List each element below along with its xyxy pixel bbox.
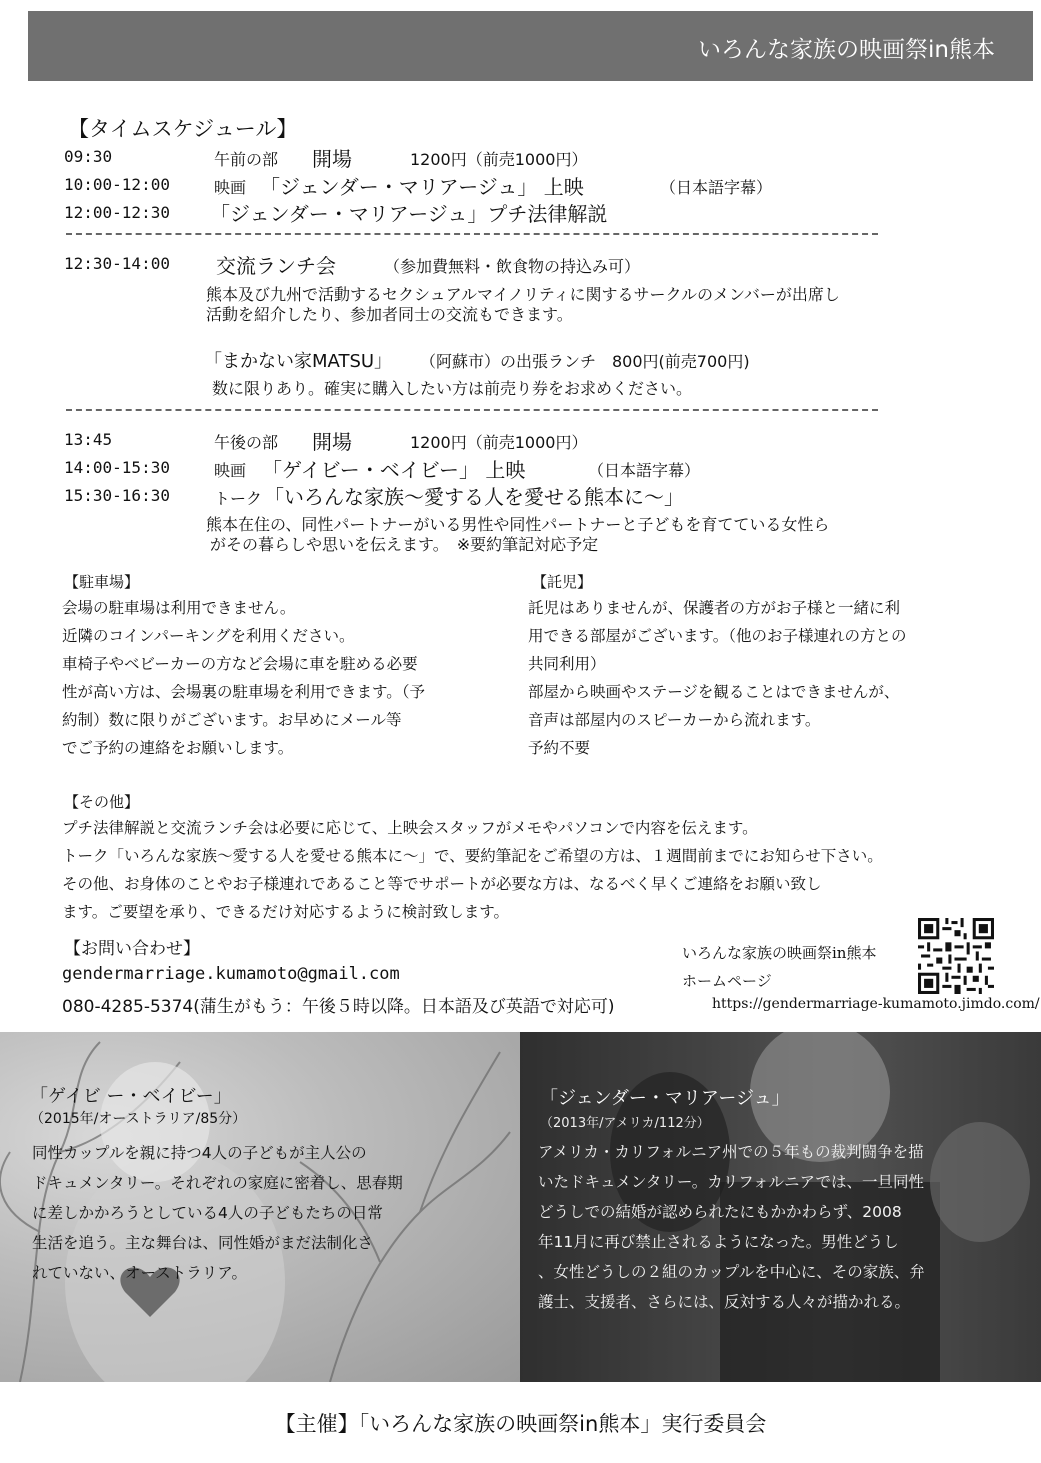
divider	[66, 409, 878, 411]
schedule-price: 1200円（前売1000円）	[410, 150, 588, 169]
lunch-shop-detail: （阿蘇市）の出張ランチ 800円(前売700円)	[420, 352, 750, 371]
contact-email[interactable]: gendermarriage.kumamoto@gmail.com	[62, 964, 400, 984]
schedule-time: 12:30-14:00	[64, 254, 170, 273]
film-line: ドキュメンタリー。それぞれの家庭に密着し、思春期	[32, 1174, 403, 1192]
childcare-line: 予約不要	[528, 739, 591, 757]
schedule-time: 14:00-15:30	[64, 458, 170, 477]
film-photo-gender-marriage	[520, 1032, 1041, 1382]
parking-line: 会場の駐車場は利用できません。	[62, 599, 296, 617]
schedule-part: 午後の部	[214, 433, 279, 452]
schedule-time: 09:30	[64, 147, 113, 166]
lunch-note: 数に限りあり。確実に購入したい方は前売り券をお求めください。	[212, 379, 693, 398]
contact-phone: 080-4285-5374(蒲生がもう：午後５時以降。日本語及び英語で対応可)	[62, 997, 615, 1017]
film-line: 生活を追う。主な舞台は、同性婚がまだ法制化さ	[32, 1234, 374, 1252]
film-photo-gayby-baby	[0, 1032, 520, 1382]
parking-line: 車椅子やベビーカーの方など会場に車を駐める必要	[62, 655, 418, 673]
schedule-part: トーク	[214, 489, 263, 508]
film-line: れていない、オーストラリア。	[32, 1264, 247, 1282]
childcare-line: 託児はありませんが、保護者の方がお子様と一緒に利	[528, 599, 901, 617]
parking-text	[62, 594, 425, 762]
other-line: その他、お身体のことやお子様連れであること等でサポートが必要な方は、なるべく早くご連絡をお願い致し	[62, 875, 822, 893]
film-line: どうしでの結婚が認められたにもかかわらず、2008	[538, 1203, 902, 1221]
homepage-url[interactable]: https://gendermarriage-kumamoto.jimdo.com/	[712, 996, 1040, 1012]
film-line: 年11月に再び禁止されるようになった。男性どうし	[538, 1233, 899, 1251]
contact-heading: 【お問い合わせ】	[64, 939, 200, 959]
schedule-event: 「ゲイビー・ベイビー」 上映	[262, 458, 526, 482]
schedule-note: （日本語字幕）	[660, 178, 773, 197]
film-description	[32, 1138, 403, 1288]
schedule-price: 1200円（前売1000円）	[410, 433, 588, 452]
schedule-event: 「ジェンダー・マリアージュ」プチ法律解説	[210, 202, 608, 226]
other-line: プチ法律解説と交流ランチ会は必要に応じて、上映会スタッフがメモやパソコンで内容を伝えます。	[62, 819, 758, 837]
parking-heading: 【駐車場】	[64, 573, 140, 591]
film-meta: （2013年/アメリカ/112分）	[540, 1116, 710, 1131]
other-text	[62, 814, 883, 926]
talk-note: 熊本在住の、同性パートナーがいる男性や同性パートナーと子どもを育てている女性ら	[206, 515, 830, 534]
schedule-part: 映画	[214, 461, 247, 480]
lunch-note: 活動を紹介したり、参加者同士の交流もできます。	[206, 305, 573, 324]
schedule-time: 15:30-16:30	[64, 486, 170, 505]
lunch-note: 熊本及び九州で活動するセクシュアルマイノリティに関するサークルのメンバーが出席し	[206, 285, 840, 304]
film-line: 、女性どうしの２組のカップルを中心に、その家族、弁	[538, 1263, 925, 1281]
other-line: トーク「いろんな家族〜愛する人を愛せる熊本に〜」で、要約筆記をご希望の方は、１週間前までにお知らせ下さい。	[62, 847, 883, 865]
childcare-line: 音声は部屋内のスピーカーから流れます。	[528, 711, 821, 729]
schedule-heading: 【タイムスケジュール】	[68, 117, 298, 141]
parking-line: 約制）数に限りがございます。お早めにメール等	[62, 711, 402, 729]
childcare-line: 用できる部屋がございます。（他のお子様連れの方との	[528, 627, 907, 645]
qr-code-icon	[918, 918, 994, 994]
film-title: 「ゲイビ ー・ベイビー」	[30, 1086, 232, 1107]
schedule-time: 10:00-12:00	[64, 175, 170, 194]
schedule-event: 交流ランチ会	[216, 254, 336, 278]
schedule-event: 開場	[312, 430, 352, 454]
organizer-footer: 【主催】「いろんな家族の映画祭in熊本」実行委員会	[274, 1412, 767, 1436]
schedule-part: 午前の部	[214, 150, 279, 169]
page-title: いろんな家族の映画祭in熊本	[698, 37, 995, 63]
film-line: 同性カップルを親に持つ4人の子どもが主人公の	[32, 1144, 367, 1162]
childcare-text	[528, 594, 907, 762]
schedule-event: 開場	[312, 147, 352, 171]
childcare-line: 部屋から映画やステージを観ることはできませんが、	[528, 683, 900, 701]
film-description	[538, 1137, 925, 1317]
film-line: 護士、支援者、さらには、反対する人々が描かれる。	[538, 1293, 911, 1311]
film-line: いたドキュメンタリー。カリフォルニアでは、一旦同性	[538, 1173, 924, 1191]
lunch-shop: 「まかない家MATSU」	[204, 351, 393, 372]
film-line: に差しかかろうとしている4人の子どもたちの日常	[32, 1204, 383, 1222]
schedule-time: 12:00-12:30	[64, 203, 170, 222]
divider	[66, 233, 878, 235]
other-line: ます。ご要望を承り、できるだけ対応するように検討致します。	[62, 903, 510, 921]
schedule-part: 映画	[214, 178, 247, 197]
parking-line: 性が高い方は、会場裏の駐車場を利用できます。（予	[62, 683, 426, 701]
homepage-label: ホームページ	[682, 972, 772, 990]
film-meta: （2015年/オーストラリア/85分）	[30, 1111, 247, 1127]
childcare-line: 共同利用）	[528, 655, 606, 673]
schedule-time: 13:45	[64, 430, 113, 449]
parking-line: でご予約の連絡をお願いします。	[62, 739, 294, 757]
childcare-heading: 【託児】	[532, 573, 593, 591]
schedule-event: 「いろんな家族〜愛する人を愛せる熊本に〜」	[264, 485, 684, 509]
schedule-note: （参加費無料・飲食物の持込み可）	[384, 257, 641, 276]
schedule-event: 「ジェンダー・マリアージュ」 上映	[260, 175, 584, 199]
film-line: アメリカ・カリフォルニア州での５年もの裁判闘争を描	[538, 1143, 924, 1161]
header-bar	[28, 11, 1033, 81]
other-heading: 【その他】	[64, 793, 140, 811]
film-title: 「ジェンダー・マリアージュ」	[540, 1088, 790, 1109]
schedule-note: （日本語字幕）	[588, 461, 701, 480]
parking-line: 近隣のコインパーキングを利用ください。	[62, 627, 355, 645]
homepage-title: いろんな家族の映画祭in熊本	[682, 944, 877, 962]
talk-note: がその暮らしや思いを伝えます。 ※要約筆記対応予定	[210, 535, 599, 554]
